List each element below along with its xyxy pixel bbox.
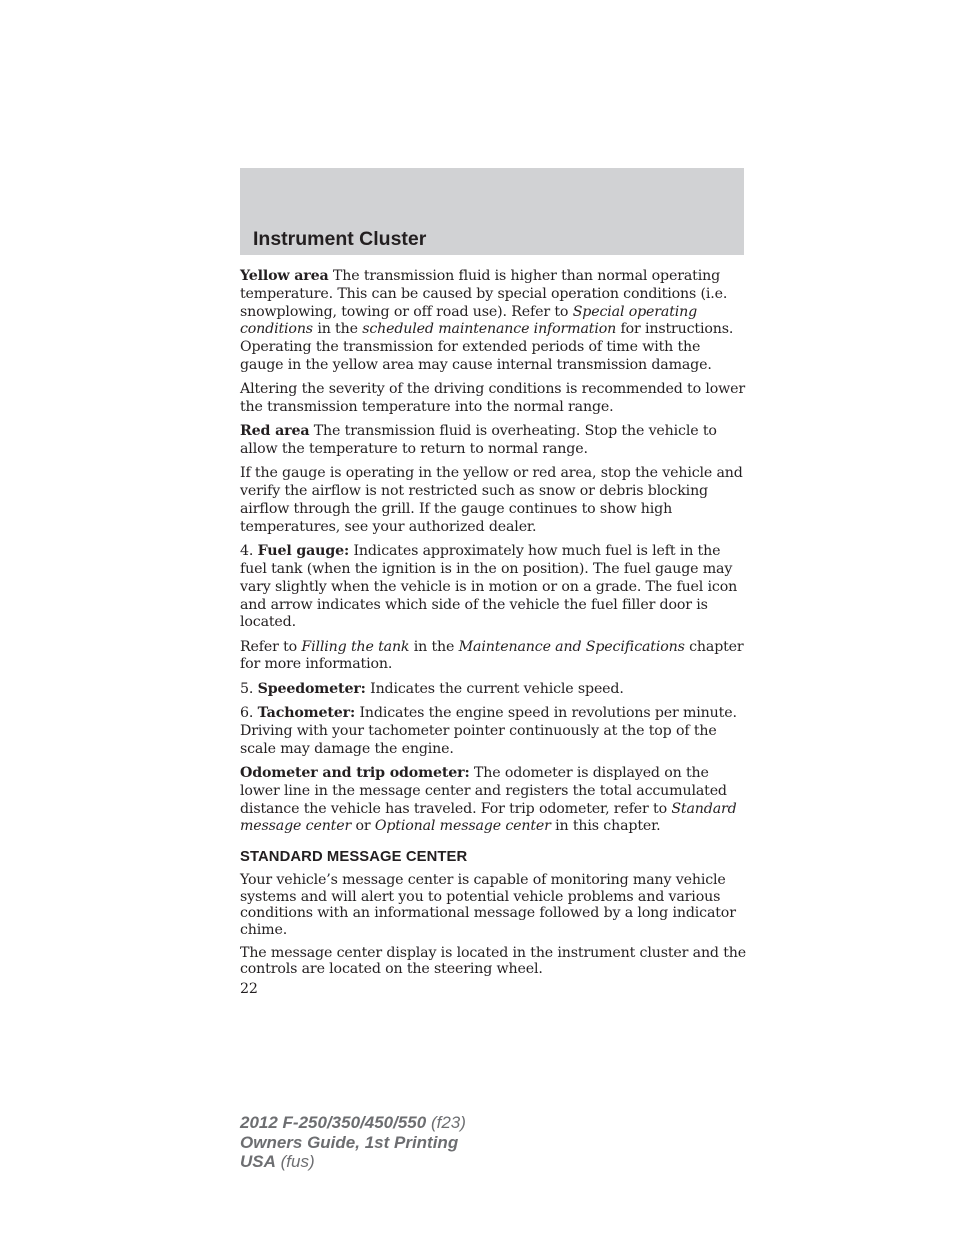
footer-printing: Owners Guide, 1st Printing — [240, 1132, 459, 1152]
paragraph-refer-filling — [240, 639, 746, 675]
item-number: 6. — [240, 705, 258, 722]
footer-line-printing — [240, 1133, 466, 1153]
text-run: in this chapter. — [550, 818, 661, 835]
chapter-title: Instrument Cluster — [253, 228, 427, 250]
text-run: or — [351, 818, 375, 835]
term-fuel-gauge: Fuel gauge: — [257, 543, 350, 560]
footer-model: 2012 F-250/350/450/550 — [240, 1113, 427, 1132]
reference-filling-the-tank: Filling the tank — [301, 638, 410, 655]
text-run: Indicates the engine speed in revolutions per minute. Driving with your tachometer pointer continuously at the top of the scale may damage the engine. — [240, 705, 737, 757]
reference-scheduled-maintenance: scheduled maintenance information — [362, 321, 617, 338]
reference-maintenance-specifications: Maintenance and Specifications — [458, 638, 685, 655]
item-number: 4. — [240, 543, 258, 560]
page-content — [240, 268, 746, 1005]
footer-line-model — [240, 1113, 466, 1133]
text-run: The transmission fluid is higher than normal operating temperature. This can be caused by special operation conditions (i.e. snowplowing, towing or off road use). Refer to — [240, 268, 728, 320]
paragraph-message-center-location: The message center display is located in the instrument cluster and the controls are located on the steering wheel. — [240, 944, 747, 978]
footer-model-code: (f23) — [426, 1113, 466, 1132]
text-run: in the — [312, 321, 363, 338]
text-run: in the — [409, 638, 459, 655]
paragraph-odometer — [240, 765, 746, 836]
term-tachometer: Tachometer: — [257, 705, 356, 722]
footer-line-market — [240, 1152, 466, 1172]
term-red-area: Red area — [240, 423, 310, 440]
text-run: The transmission fluid is overheating. Stop the vehicle to allow the temperature to return to normal range. — [240, 423, 717, 458]
paragraph-red-area — [240, 423, 746, 459]
paragraph-message-center-intro: Your vehicle’s message center is capable of monitoring many vehicle systems and will alert you to potential vehicle problems and various conditions with an informational message followed by a long indicator chime. — [240, 872, 736, 938]
footer-market: USA — [240, 1152, 276, 1171]
document-footer — [240, 1113, 466, 1172]
text-run: Indicates approximately how much fuel is left in the fuel tank (when the ignition is in the on position). The fuel gauge may vary slightly when the vehicle is in motion or on a grade. The fuel icon and arrow indicates which side of the vehicle the fuel filler door is located. — [240, 543, 738, 631]
paragraph-yellow-area — [240, 268, 746, 375]
paragraph-altering: Altering the severity of the driving conditions is recommended to lower the transmission temperature into the normal range. — [240, 381, 745, 416]
reference-optional-message-center: Optional message center — [374, 818, 551, 835]
item-number: 5. — [240, 680, 258, 697]
text-run: Refer to — [240, 638, 302, 655]
text-run: Indicates the current vehicle speed. — [365, 680, 624, 697]
paragraph-speedometer — [240, 681, 746, 699]
reference-special-operating-conditions: Special operating conditions — [240, 303, 698, 338]
paragraph-fuel-gauge — [240, 543, 746, 632]
paragraph-gauge-check: If the gauge is operating in the yellow or red area, stop the vehicle and verify the airflow is not restricted such as snow or debris blocking airflow through the grill. If the gauge continues to show high temperatures, see your authorized dealer. — [240, 465, 743, 535]
footer-market-code: (fus) — [275, 1152, 315, 1171]
term-speedometer: Speedometer: — [257, 680, 366, 697]
text-run: for instructions. Operating the transmission for extended periods of time with the gauge in the yellow area may cause internal transmission damage. — [240, 321, 734, 373]
reference-standard-message-center: Standard message center — [240, 800, 737, 835]
page-number: 22 — [240, 980, 258, 997]
section-body — [240, 872, 746, 978]
section-heading: STANDARD MESSAGE CENTER — [240, 849, 468, 866]
paragraph-tachometer — [240, 705, 746, 758]
term-odometer: Odometer and trip odometer: — [240, 764, 470, 781]
term-yellow-area: Yellow area — [240, 268, 329, 284]
text-run: The odometer is displayed on the lower line in the message center and registers the total accumulated distance the vehicle has traveled. For trip odometer, refer to — [240, 764, 727, 817]
chapter-header-band — [240, 168, 744, 255]
text-run: chapter for more information. — [240, 638, 744, 673]
